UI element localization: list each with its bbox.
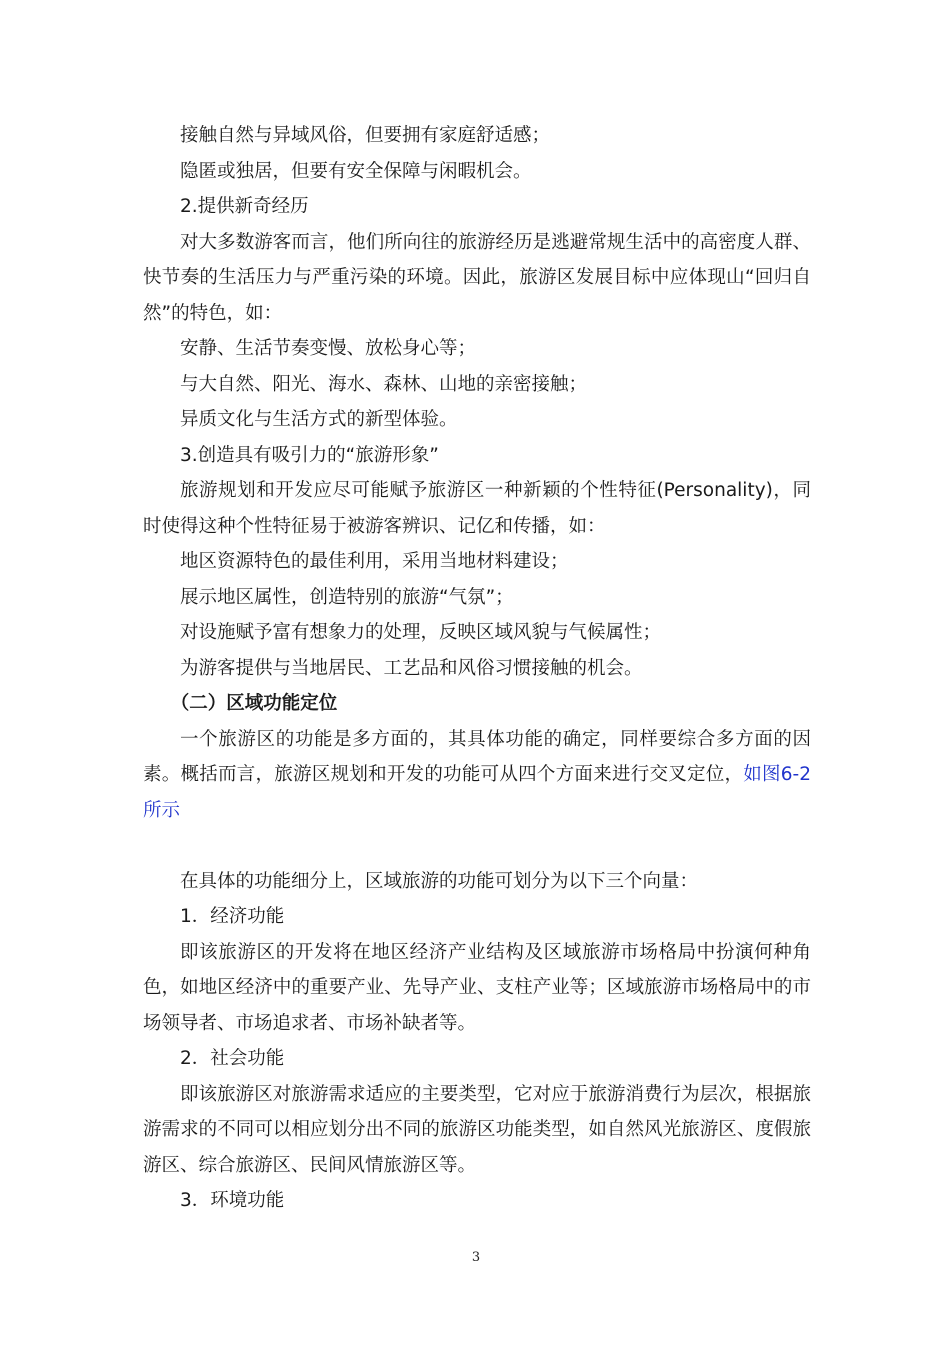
paragraph: 即该旅游区的开发将在地区经济产业结构及区域旅游市场格局中扮演何种角色，如地区经济中的重要产业、先导产业、支柱产业等；区域旅游市场格局中的市场领导者、市场追求者、市场补缺者等。 [143,941,811,1034]
paragraph: 在具体的功能细分上，区域旅游的功能可划分为以下三个向量： [180,870,699,892]
paragraph: 安静、生活节奏变慢、放松身心等； [180,338,477,359]
page-body [143,118,811,1219]
subheading: 1．经济功能 [180,906,285,927]
paragraph: 为游客提供与当地居民、工艺品和风俗习惯接触的机会。 [180,657,643,679]
paragraph: 隐匿或独居，但要有安全保障与闲暇机会。 [180,160,532,182]
paragraph: 地区资源特色的最佳利用，采用当地材料建设； [180,551,569,572]
paragraph: 与大自然、阳光、海水、森林、山地的亲密接触； [180,373,588,395]
section-heading: （二）区域功能定位 [170,693,338,714]
subheading: 2．社会功能 [180,1048,285,1069]
paragraph: 对大多数游客而言，他们所向往的旅游经历是逃避常规生活中的高密度人群、快节奏的生活压力与严重污染的环境。因此，旅游区发展目标中应体现山“回归自然”的特色，如： [143,231,811,324]
subheading: 3.创造具有吸引力的“旅游形象” [180,444,439,466]
paragraph: 接触自然与异域风俗，但要拥有家庭舒适感； [180,125,551,146]
paragraph: 对设施赋予富有想象力的处理，反映区域风貌与气候属性； [180,622,662,643]
figure-reference-link[interactable]: 如图6-2所示 [143,764,811,821]
function-intro-paragraph [143,722,811,829]
paragraph: 旅游规划和开发应尽可能赋予旅游区一种新颖的个性特征(Personality)，同时使得这种个性特征易于被游客辨识、记亿和传播，如： [143,480,811,537]
subheading: 3．环境功能 [180,1190,285,1211]
page-number: 3 [471,1250,481,1265]
paragraph: 即该旅游区对旅游需求适应的主要类型，它对应于旅游消费行为层次，根据旅游需求的不同可以相应划分出不同的旅游区功能类型，如自然风光旅游区、度假旅游区、综合旅游区、民间风情旅游区等。 [143,1083,811,1176]
function-intro-text: 一个旅游区的功能是多方面的，其具体功能的确定，同样要综合多方面的因素。概括而言，旅游区规划和开发的功能可从四个方面来进行交叉定位， [143,728,811,785]
blank-line [143,828,811,864]
paragraph: 异质文化与生活方式的新型体验。 [180,409,458,430]
subheading: 2.提供新奇经历 [180,196,309,217]
paragraph: 展示地区属性，创造特别的旅游“气氛”； [180,586,514,608]
